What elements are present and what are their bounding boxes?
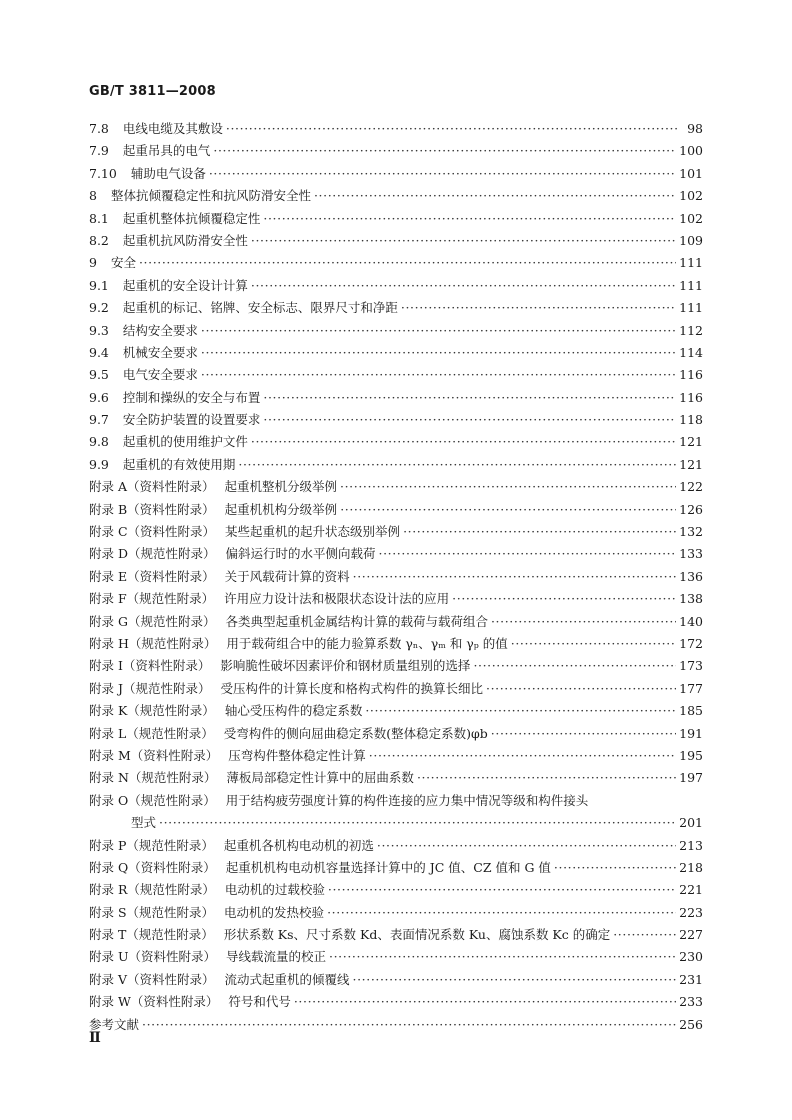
toc-entry-page: 114 (679, 344, 703, 360)
toc-entry[interactable] (89, 633, 703, 655)
toc-entry-number: 附录 H（规范性附录） (89, 635, 217, 651)
toc-entry-page: 230 (679, 949, 703, 965)
toc-leader-dots (294, 991, 676, 1013)
toc-entry-number: 附录 C（资料性附录） (89, 524, 216, 540)
toc-entry-number: 9.3 (89, 322, 109, 338)
toc-entry-title: 形状系数 Ks、尺寸系数 Kd、表面情况系数 Ku、腐蚀系数 Kc 的确定 (223, 927, 611, 943)
toc-entry-number: 附录 R（规范性附录） (89, 882, 215, 898)
standard-code: GB/T 3811—2008 (89, 84, 216, 99)
page-number: Ⅱ (89, 1030, 101, 1046)
toc-leader-dots (486, 678, 676, 700)
toc-entry-title: 起重机的使用维护文件 (122, 434, 248, 450)
toc-entry-number: 附录 B（资料性附录） (89, 501, 215, 517)
toc-leader-dots (491, 723, 676, 745)
toc-entry-title: 导线载流量的校正 (226, 949, 327, 965)
toc-entry-title: 起重机机构分级举例 (224, 501, 338, 517)
toc-entry-number: 附录 P（规范性附录） (89, 837, 214, 853)
toc-entry-page: 133 (679, 546, 703, 562)
toc-leader-dots (314, 185, 676, 207)
toc-entry-title: 用于结构疲劳强度计算的构件连接的应力集中情况等级和构件接头 (225, 792, 589, 808)
toc-entry[interactable] (89, 1014, 703, 1036)
toc-entry[interactable] (89, 700, 703, 722)
toc-entry[interactable] (89, 431, 703, 453)
toc-entry-title: 电气安全要求 (122, 367, 198, 383)
toc-entry-number: 附录 T（规范性附录） (89, 927, 214, 943)
toc-entry-page: 197 (679, 770, 703, 786)
toc-leader-dots (263, 409, 676, 431)
toc-entry-page: 121 (679, 456, 703, 472)
toc-leader-dots (238, 454, 676, 476)
toc-entry-number: 附录 W（资料性附录） (89, 994, 219, 1010)
toc-entry-number: 7.10 (89, 165, 117, 181)
toc-entry-page: 218 (679, 859, 703, 875)
toc-entry[interactable] (89, 767, 703, 789)
toc-leader-dots (327, 902, 676, 924)
toc-entry-page: 116 (679, 367, 703, 383)
toc-entry-page: 138 (679, 591, 703, 607)
toc-entry-number: 附录 S（规范性附录） (89, 904, 215, 920)
toc-entry[interactable] (89, 879, 703, 901)
toc-entry[interactable] (89, 140, 703, 162)
toc-entry-page: 111 (679, 277, 703, 293)
toc-entry-page: 256 (679, 1016, 703, 1032)
toc-entry-number: 8.1 (89, 210, 109, 226)
toc-entry-title: 受压构件的计算长度和格构式构件的换算长细比 (220, 680, 484, 696)
toc-entry-title: 轴心受压构件的稳定系数 (224, 703, 363, 719)
toc-entry-title: 受弯构件的侧向屈曲稳定系数(整体稳定系数)φb (223, 725, 488, 741)
toc-entry[interactable] (89, 364, 703, 386)
toc-entry-number: 附录 O（规范性附录） (89, 792, 216, 808)
toc-leader-dots (226, 118, 678, 140)
toc-leader-dots (159, 812, 676, 834)
toc-leader-dots (403, 521, 676, 543)
table-of-contents (89, 118, 703, 1036)
toc-entry-number: 附录 F（规范性附录） (89, 591, 215, 607)
toc-entry-number: 9.6 (89, 389, 109, 405)
toc-entry[interactable] (89, 566, 703, 588)
toc-leader-dots (201, 342, 676, 364)
toc-leader-dots (613, 924, 676, 946)
toc-entry-page: 195 (679, 747, 703, 763)
toc-entry[interactable] (89, 924, 703, 946)
toc-entry[interactable] (89, 611, 703, 633)
toc-leader-dots (473, 655, 676, 677)
toc-entry[interactable] (89, 969, 703, 991)
toc-entry-page: 109 (679, 232, 703, 248)
toc-entry-title: 辅助电气设备 (130, 165, 206, 181)
toc-entry-page: 126 (679, 501, 703, 517)
toc-entry-title: 安全防护装置的设置要求 (122, 412, 261, 428)
toc-entry-page: 111 (679, 255, 703, 271)
toc-entry[interactable] (89, 678, 703, 700)
toc-entry[interactable] (89, 521, 703, 543)
toc-entry-page: 100 (679, 143, 703, 159)
toc-entry-title: 起重机整体抗倾覆稳定性 (122, 210, 261, 226)
toc-entry-title: 起重机机构电动机容量选择计算中的 JC 值、CZ 值和 G 值 (225, 859, 551, 875)
toc-entry-page: 227 (679, 927, 703, 943)
toc-entry[interactable] (89, 297, 703, 319)
toc-entry-title: 参考文献 (89, 1016, 140, 1032)
toc-entry[interactable] (89, 230, 703, 252)
toc-entry-number: 9.4 (89, 344, 109, 360)
toc-entry[interactable] (89, 812, 703, 834)
toc-entry-number: 附录 U（资料性附录） (89, 949, 217, 965)
toc-entry-title: 起重机各机构电动机的初选 (223, 837, 374, 853)
toc-entry-page: 102 (679, 188, 703, 204)
toc-entry-title: 起重机抗风防滑安全性 (122, 232, 248, 248)
toc-entry-title: 许用应力设计法和极限状态设计法的应用 (224, 591, 450, 607)
toc-leader-dots (251, 431, 676, 453)
toc-entry-page: 122 (679, 479, 703, 495)
toc-leader-dots (251, 275, 676, 297)
toc-entry-title: 电线电缆及其敷设 (122, 121, 223, 136)
toc-entry-number: 8 (89, 188, 97, 204)
toc-entry-number: 附录 N（规范性附录） (89, 770, 217, 786)
toc-entry-title: 起重机的标记、铭牌、安全标志、限界尺寸和净距 (122, 300, 398, 316)
toc-leader-dots (263, 208, 676, 230)
toc-entry-number: 附录 M（资料性附录） (89, 747, 219, 763)
toc-leader-dots (328, 879, 676, 901)
toc-entry-number: 7.8 (89, 121, 109, 136)
toc-entry-page: 231 (679, 971, 703, 987)
toc-entry-page: 101 (679, 165, 703, 181)
toc-entry-page: 116 (679, 389, 703, 405)
toc-entry-page: 223 (679, 904, 703, 920)
toc-entry-title: 控制和操纵的安全与布置 (122, 389, 261, 405)
toc-entry-title: 机械安全要求 (122, 344, 198, 360)
toc-entry-title: 各类典型起重机金属结构计算的载荷与载荷组合 (225, 613, 488, 629)
toc-entry-page: 140 (679, 613, 703, 629)
toc-entry-page: 201 (679, 815, 703, 831)
toc-leader-dots (365, 700, 676, 722)
toc-entry-number: 9 (89, 255, 97, 271)
toc-leader-dots (353, 566, 677, 588)
toc-entry-page: 233 (679, 994, 703, 1010)
toc-entry[interactable] (89, 409, 703, 431)
toc-entry-page: 213 (679, 837, 703, 853)
toc-leader-dots (369, 745, 676, 767)
toc-entry-page: 221 (679, 882, 703, 898)
toc-entry[interactable] (89, 387, 703, 409)
toc-entry-number: 附录 V（资料性附录） (89, 971, 215, 987)
toc-leader-dots (377, 835, 676, 857)
toc-entry-page: 136 (679, 568, 703, 584)
toc-entry-page: 98 (687, 121, 703, 136)
toc-entry[interactable] (89, 902, 703, 924)
toc-entry[interactable] (89, 745, 703, 767)
toc-entry[interactable] (89, 835, 703, 857)
toc-leader-dots (491, 611, 676, 633)
toc-leader-dots (340, 476, 676, 498)
toc-entry[interactable] (89, 946, 703, 968)
toc-entry-title: 影响脆性破坏因素评价和钢材质量组别的选择 (220, 658, 471, 674)
toc-entry-number: 8.2 (89, 232, 109, 248)
toc-entry-number: 9.8 (89, 434, 109, 450)
toc-entry-page: 191 (679, 725, 703, 741)
toc-entry[interactable] (89, 476, 703, 498)
toc-leader-dots (401, 297, 676, 319)
toc-entry-title: 电动机的过载校验 (224, 882, 325, 898)
toc-entry[interactable] (89, 163, 703, 185)
toc-entry-title: 型式 (131, 815, 157, 831)
toc-entry[interactable] (89, 252, 703, 274)
toc-entry-page: 102 (679, 210, 703, 226)
toc-entry-number: 7.9 (89, 143, 109, 159)
toc-entry-title: 关于风载荷计算的资料 (224, 568, 350, 584)
toc-entry[interactable] (89, 185, 703, 207)
toc-entry[interactable] (89, 275, 703, 297)
toc-entry-title: 起重机的有效使用期 (122, 456, 236, 472)
toc-leader-dots (379, 543, 677, 565)
toc-entry[interactable] (89, 723, 703, 745)
toc-entry-number: 附录 D（规范性附录） (89, 546, 216, 562)
toc-entry-title: 安全 (110, 255, 136, 271)
toc-leader-dots (417, 767, 676, 789)
toc-leader-dots (139, 252, 676, 274)
toc-leader-dots (452, 588, 676, 610)
toc-entry-title: 起重机的安全设计计算 (122, 277, 248, 293)
toc-leader-dots (353, 969, 677, 991)
toc-entry-title: 压弯构件整体稳定性计算 (228, 747, 366, 763)
toc-entry-number: 附录 Q（资料性附录） (89, 859, 216, 875)
toc-entry[interactable] (89, 543, 703, 565)
toc-entry-title: 偏斜运行时的水平侧向载荷 (225, 546, 376, 562)
toc-leader-dots (142, 1014, 676, 1036)
toc-entry-title: 流动式起重机的倾覆线 (224, 971, 350, 987)
toc-entry[interactable] (89, 991, 703, 1013)
toc-leader-dots (201, 320, 676, 342)
toc-entry[interactable] (89, 320, 703, 342)
toc-entry-number: 9.2 (89, 300, 109, 316)
toc-leader-dots (329, 946, 676, 968)
toc-entry-page: 118 (679, 412, 703, 428)
toc-entry-number: 附录 A（资料性附录） (89, 479, 215, 495)
toc-entry-page: 111 (679, 300, 703, 316)
toc-entry-number: 9.7 (89, 412, 109, 428)
toc-entry[interactable] (89, 454, 703, 476)
toc-entry-title: 薄板局部稳定性计算中的屈曲系数 (226, 770, 414, 786)
toc-entry-title: 符号和代号 (228, 994, 291, 1010)
toc-entry[interactable] (89, 208, 703, 230)
toc-entry[interactable] (89, 588, 703, 610)
toc-entry-page: 185 (679, 703, 703, 719)
toc-leader-dots (209, 163, 676, 185)
toc-leader-dots (213, 140, 676, 162)
toc-entry-title: 起重机整机分级举例 (224, 479, 338, 495)
toc-leader-dots (201, 364, 676, 386)
toc-leader-dots (554, 857, 676, 879)
toc-entry-title: 整体抗倾覆稳定性和抗风防滑安全性 (110, 188, 311, 204)
toc-entry-number: 附录 L（规范性附录） (89, 725, 214, 741)
toc-entry[interactable] (89, 790, 703, 812)
toc-entry-title: 结构安全要求 (122, 322, 198, 338)
toc-entry-number: 附录 G（规范性附录） (89, 613, 216, 629)
toc-entry-number: 9.9 (89, 456, 109, 472)
toc-entry-page: 177 (679, 680, 703, 696)
toc-leader-dots (263, 387, 676, 409)
toc-entry-title: 用于载荷组合中的能力验算系数 γₙ、γₘ 和 γₚ 的值 (226, 635, 508, 651)
toc-entry-title: 起重吊具的电气 (122, 143, 211, 159)
toc-leader-dots (340, 499, 676, 521)
toc-entry-page: 132 (679, 524, 703, 540)
toc-entry[interactable] (89, 655, 703, 677)
toc-entry-page: 112 (679, 322, 703, 338)
toc-entry-title: 电动机的发热校验 (224, 904, 325, 920)
toc-entry[interactable] (89, 118, 703, 140)
toc-entry-title: 某些起重机的起升状态级别举例 (225, 524, 401, 540)
toc-entry-page: 172 (679, 635, 703, 651)
toc-leader-dots (251, 230, 676, 252)
toc-entry-number: 附录 I（资料性附录） (89, 658, 211, 674)
toc-entry-number: 9.1 (89, 277, 109, 293)
toc-entry-page: 121 (679, 434, 703, 450)
toc-entry[interactable] (89, 857, 703, 879)
toc-leader-dots (511, 633, 676, 655)
toc-entry[interactable] (89, 499, 703, 521)
toc-entry-number: 附录 K（规范性附录） (89, 703, 215, 719)
toc-entry[interactable] (89, 342, 703, 364)
toc-entry-number: 9.5 (89, 367, 109, 383)
toc-entry-page: 173 (679, 658, 703, 674)
toc-entry-number: 附录 E（资料性附录） (89, 568, 215, 584)
toc-entry-number: 附录 J（规范性附录） (89, 680, 211, 696)
